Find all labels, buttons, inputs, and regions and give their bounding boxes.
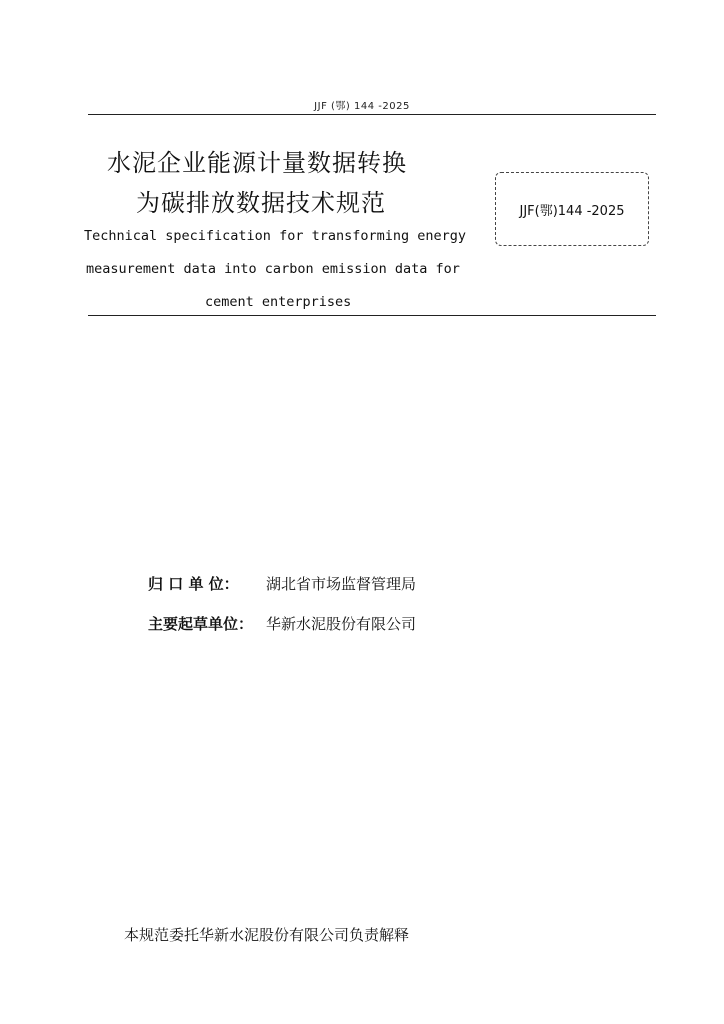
title-english-line-3: cement enterprises — [205, 294, 352, 310]
interpretation-note: 本规范委托华新水泥股份有限公司负责解释 — [124, 926, 410, 944]
standard-code-box-text: JJF(鄂)144 -2025 — [519, 203, 625, 219]
header-standard-code: JJF (鄂) 144 -2025 — [314, 101, 410, 112]
title-rule — [88, 315, 656, 316]
title-english-line-1: Technical specification for transforming energy — [84, 228, 467, 244]
title-english-line-2: measurement data into carbon emission data for — [86, 261, 460, 277]
title-chinese-line-1: 水泥企业能源计量数据转换 — [107, 149, 407, 177]
authority-label: 归 口 单 位： — [148, 575, 239, 593]
title-chinese-line-2: 为碳排放数据技术规范 — [136, 189, 386, 217]
authority-value: 湖北省市场监督管理局 — [266, 575, 417, 593]
drafter-value: 华新水泥股份有限公司 — [266, 615, 417, 633]
standard-code-box — [495, 172, 649, 246]
drafter-label: 主要起草单位： — [148, 615, 254, 633]
authority-row — [148, 573, 416, 594]
drafter-row — [148, 613, 416, 634]
header-rule — [88, 114, 656, 115]
